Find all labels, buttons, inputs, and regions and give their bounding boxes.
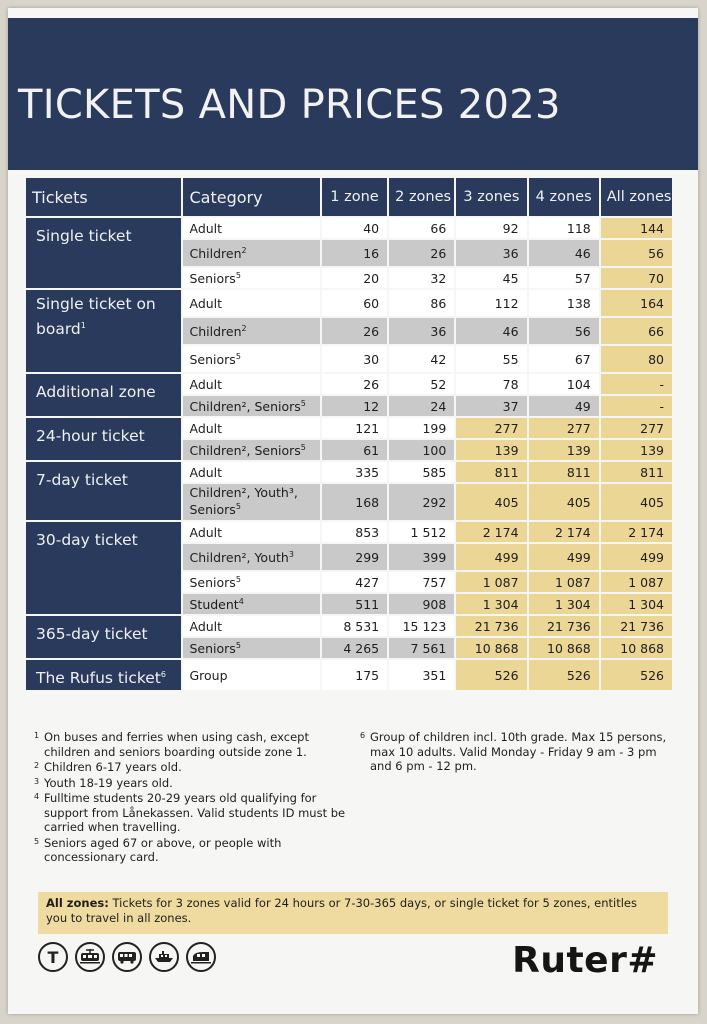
price-cell: 351 — [389, 660, 454, 690]
price-cell: 2 174 — [456, 522, 526, 542]
price-table — [24, 176, 674, 692]
price-cell: 60 — [322, 290, 387, 316]
price-cell: 46 — [529, 240, 599, 266]
price-cell: 526 — [456, 660, 526, 690]
price-cell: 138 — [529, 290, 599, 316]
price-cell: 405 — [456, 484, 526, 520]
all-zones-note — [38, 892, 668, 934]
price-cell: 40 — [322, 218, 387, 238]
price-cell: 299 — [322, 544, 387, 570]
footnote-number: 5 — [34, 836, 40, 846]
price-cell: 139 — [456, 440, 526, 460]
price-cell: 405 — [529, 484, 599, 520]
category-cell — [183, 638, 319, 658]
ruter-logo: Ruter# — [512, 940, 658, 981]
category-label: Children², Youth — [189, 550, 289, 566]
category-label: Seniors — [189, 271, 236, 287]
category-label: Group — [189, 668, 228, 684]
table-row — [26, 660, 672, 690]
price-cell: 499 — [529, 544, 599, 570]
price-cell: 1 087 — [601, 572, 672, 592]
price-cell: 199 — [389, 418, 454, 438]
price-cell: 112 — [456, 290, 526, 316]
price-cell: 277 — [601, 418, 672, 438]
category-cell — [183, 440, 319, 460]
price-cell: 118 — [529, 218, 599, 238]
price-cell: 104 — [529, 374, 599, 394]
price-cell: 21 736 — [529, 616, 599, 636]
price-cell: 1 304 — [529, 594, 599, 614]
table-row — [26, 522, 672, 542]
price-cell: 21 736 — [601, 616, 672, 636]
col-header-4-zones: 4 zones — [529, 178, 599, 216]
ticket-type-label: 365-day ticket — [36, 625, 148, 644]
price-cell: 4 265 — [322, 638, 387, 658]
category-cell — [183, 484, 319, 520]
category-label: Seniors — [189, 352, 236, 368]
price-cell: 277 — [529, 418, 599, 438]
footnotes-right — [360, 730, 680, 775]
ticket-type-label: 24-hour ticket — [36, 427, 145, 446]
price-cell: 67 — [529, 346, 599, 372]
price-cell: 32 — [389, 268, 454, 288]
ticket-type-cell — [26, 462, 181, 520]
price-cell: - — [601, 396, 672, 416]
category-label: Adult — [189, 377, 223, 393]
table-row — [26, 374, 672, 394]
price-cell: 2 174 — [601, 522, 672, 542]
price-cell: 526 — [601, 660, 672, 690]
footnote-number: 6 — [360, 731, 366, 740]
price-cell: 16 — [322, 240, 387, 266]
category-cell — [183, 616, 319, 636]
price-cell: 139 — [529, 440, 599, 460]
category-cell — [183, 462, 319, 482]
footnote-number: 4 — [34, 792, 40, 801]
category-label: Children — [189, 246, 242, 262]
footnote-number: 1 — [34, 731, 40, 740]
footnote — [34, 791, 354, 835]
category-label: Seniors — [189, 575, 236, 591]
price-cell: 511 — [322, 594, 387, 614]
category-cell — [183, 268, 319, 288]
category-label: Children², Youth³, Seniors — [189, 485, 298, 518]
category-cell — [183, 660, 319, 690]
price-cell: 811 — [456, 462, 526, 482]
footnote-marker: 3 — [288, 550, 294, 560]
price-cell: 7 561 — [389, 638, 454, 658]
price-cell: 45 — [456, 268, 526, 288]
price-cell: 811 — [601, 462, 672, 482]
footnote-marker: 5 — [235, 271, 241, 281]
price-cell: 10 868 — [456, 638, 526, 658]
table-row — [26, 290, 672, 316]
page-title: TICKETS AND PRICES 2023 — [18, 82, 561, 128]
price-cell: 164 — [601, 290, 672, 316]
price-cell: 499 — [601, 544, 672, 570]
category-cell — [183, 374, 319, 394]
price-cell: 100 — [389, 440, 454, 460]
category-label: Adult — [189, 296, 223, 312]
price-cell: 405 — [601, 484, 672, 520]
footnote-text: Youth 18-19 years old. — [44, 775, 173, 790]
price-cell: 1 087 — [456, 572, 526, 592]
ferry-icon — [149, 942, 179, 972]
category-label: Adult — [189, 619, 223, 635]
price-cell: 144 — [601, 218, 672, 238]
category-label: Adult — [189, 221, 223, 237]
col-header-tickets: Tickets — [26, 178, 181, 216]
price-cell: 24 — [389, 396, 454, 416]
category-label: Adult — [189, 465, 223, 481]
table-row — [26, 418, 672, 438]
ticket-type-cell — [26, 218, 181, 288]
footnote-marker: 5 — [235, 502, 241, 512]
price-cell: 811 — [529, 462, 599, 482]
category-cell — [183, 290, 319, 316]
price-cell: 292 — [389, 484, 454, 520]
footnote-marker: 5 — [235, 641, 241, 651]
footnote-marker: 5 — [235, 575, 241, 585]
footnotes-left — [34, 730, 354, 866]
category-cell — [183, 522, 319, 542]
price-cell: 57 — [529, 268, 599, 288]
price-cell: 10 868 — [529, 638, 599, 658]
price-cell: 49 — [529, 396, 599, 416]
price-cell: 56 — [529, 318, 599, 344]
price-cell: 277 — [456, 418, 526, 438]
category-cell — [183, 346, 319, 372]
ticket-type-label: 30-day ticket — [36, 531, 138, 550]
footnote-number: 2 — [34, 761, 40, 770]
price-cell: 585 — [389, 462, 454, 482]
col-header-1-zone: 1 zone — [322, 178, 387, 216]
price-cell: 70 — [601, 268, 672, 288]
category-label: Children — [189, 324, 242, 340]
price-cell: 56 — [601, 240, 672, 266]
category-cell — [183, 594, 319, 614]
ticket-type-label: 7-day ticket — [36, 471, 128, 490]
all-zones-label: All zones: — [46, 896, 109, 910]
ticket-type-label: Single ticket on board — [36, 295, 156, 339]
price-poster — [8, 8, 698, 1014]
train-icon — [186, 942, 216, 972]
price-cell: 8 531 — [322, 616, 387, 636]
category-label: Seniors — [189, 641, 236, 657]
price-cell: 15 123 — [389, 616, 454, 636]
price-cell: 42 — [389, 346, 454, 372]
footnote — [34, 730, 354, 759]
ticket-type-label: Single ticket — [36, 227, 132, 246]
price-cell: 499 — [456, 544, 526, 570]
ticket-type-cell — [26, 374, 181, 416]
footnote-marker: 5 — [235, 352, 241, 362]
footnote — [360, 730, 680, 774]
footnote-text: Seniors aged 67 or above, or people with concessionary card. — [44, 835, 282, 864]
category-cell — [183, 318, 319, 344]
price-cell: 10 868 — [601, 638, 672, 658]
table-row — [26, 462, 672, 482]
footnote — [34, 760, 354, 775]
price-cell: 61 — [322, 440, 387, 460]
category-cell — [183, 418, 319, 438]
footnote-text: Children 6-17 years old. — [44, 760, 182, 774]
price-cell: 2 174 — [529, 522, 599, 542]
footnote-marker: 4 — [238, 597, 244, 607]
price-cell: 12 — [322, 396, 387, 416]
footnote-marker: 5 — [300, 443, 306, 453]
price-cell: 121 — [322, 418, 387, 438]
footnote-marker: 2 — [241, 246, 247, 256]
footnote — [34, 836, 354, 865]
ticket-type-cell — [26, 290, 181, 372]
price-cell: 26 — [322, 318, 387, 344]
footnote-marker: 6 — [160, 670, 166, 679]
price-cell: 26 — [389, 240, 454, 266]
col-header-3-zones: 3 zones — [456, 178, 526, 216]
header-banner — [8, 18, 698, 170]
price-cell: 86 — [389, 290, 454, 316]
price-cell: 66 — [389, 218, 454, 238]
price-cell: 78 — [456, 374, 526, 394]
footnote-text: Group of children incl. 10th grade. Max 15 persons, max 10 adults. Valid Monday - Friday 9 am - 3 pm and 6 pm - 12 pm. — [370, 730, 667, 773]
price-cell: 92 — [456, 218, 526, 238]
price-cell: 1 304 — [601, 594, 672, 614]
price-cell: 168 — [322, 484, 387, 520]
category-label: Student — [189, 597, 239, 613]
price-cell: 526 — [529, 660, 599, 690]
price-cell: - — [601, 374, 672, 394]
category-label: Adult — [189, 525, 223, 541]
ticket-type-cell — [26, 522, 181, 614]
price-cell: 52 — [389, 374, 454, 394]
price-cell: 139 — [601, 440, 672, 460]
ticket-type-label: The Rufus ticket — [36, 669, 161, 688]
price-cell: 1 512 — [389, 522, 454, 542]
category-cell — [183, 572, 319, 592]
table-row — [26, 218, 672, 238]
col-header-category: Category — [183, 178, 319, 216]
col-header-2-zones: 2 zones — [389, 178, 454, 216]
price-cell: 46 — [456, 318, 526, 344]
price-cell: 1 087 — [529, 572, 599, 592]
ticket-type-cell — [26, 418, 181, 460]
ticket-type-cell — [26, 616, 181, 658]
price-cell: 21 736 — [456, 616, 526, 636]
col-header-all-zones: All zones — [601, 178, 672, 216]
category-label: Adult — [189, 421, 223, 437]
tram-icon — [75, 942, 105, 972]
footnote — [34, 776, 354, 791]
price-cell: 36 — [456, 240, 526, 266]
price-cell: 908 — [389, 594, 454, 614]
table-row — [26, 616, 672, 636]
bus-icon — [112, 942, 142, 972]
category-label: Children², Seniors — [189, 443, 301, 459]
price-cell: 80 — [601, 346, 672, 372]
transport-icons — [38, 942, 216, 972]
price-cell: 335 — [322, 462, 387, 482]
footnote-marker: 2 — [241, 324, 247, 334]
price-cell: 66 — [601, 318, 672, 344]
t-metro-icon: T — [38, 942, 68, 972]
price-cell: 853 — [322, 522, 387, 542]
price-cell: 175 — [322, 660, 387, 690]
footnote-number: 3 — [34, 776, 40, 786]
category-cell — [183, 218, 319, 238]
category-cell — [183, 396, 319, 416]
footnote-marker: 1 — [80, 321, 86, 330]
footnote-marker: 5 — [300, 399, 306, 409]
price-cell: 399 — [389, 544, 454, 570]
category-cell — [183, 544, 319, 570]
ticket-type-label: Additional zone — [36, 383, 156, 402]
footnote-text: Fulltime students 20-29 years old qualifying for support from Lånekassen. Valid students ID must be carried when travelling. — [44, 791, 346, 834]
all-zones-text: Tickets for 3 zones valid for 24 hours or 7-30-365 days, or single ticket for 5 zones, entitles you to travel in all zones. — [46, 896, 637, 925]
price-cell: 55 — [456, 346, 526, 372]
price-cell: 427 — [322, 572, 387, 592]
price-cell: 26 — [322, 374, 387, 394]
price-cell: 37 — [456, 396, 526, 416]
price-cell: 30 — [322, 346, 387, 372]
price-cell: 757 — [389, 572, 454, 592]
price-cell: 1 304 — [456, 594, 526, 614]
category-cell — [183, 240, 319, 266]
price-cell: 20 — [322, 268, 387, 288]
ticket-type-cell — [26, 660, 181, 690]
footnote-text: On buses and ferries when using cash, except children and seniors boarding outside zone 1. — [44, 730, 309, 759]
category-label: Children², Seniors — [189, 399, 301, 415]
price-cell: 36 — [389, 318, 454, 344]
